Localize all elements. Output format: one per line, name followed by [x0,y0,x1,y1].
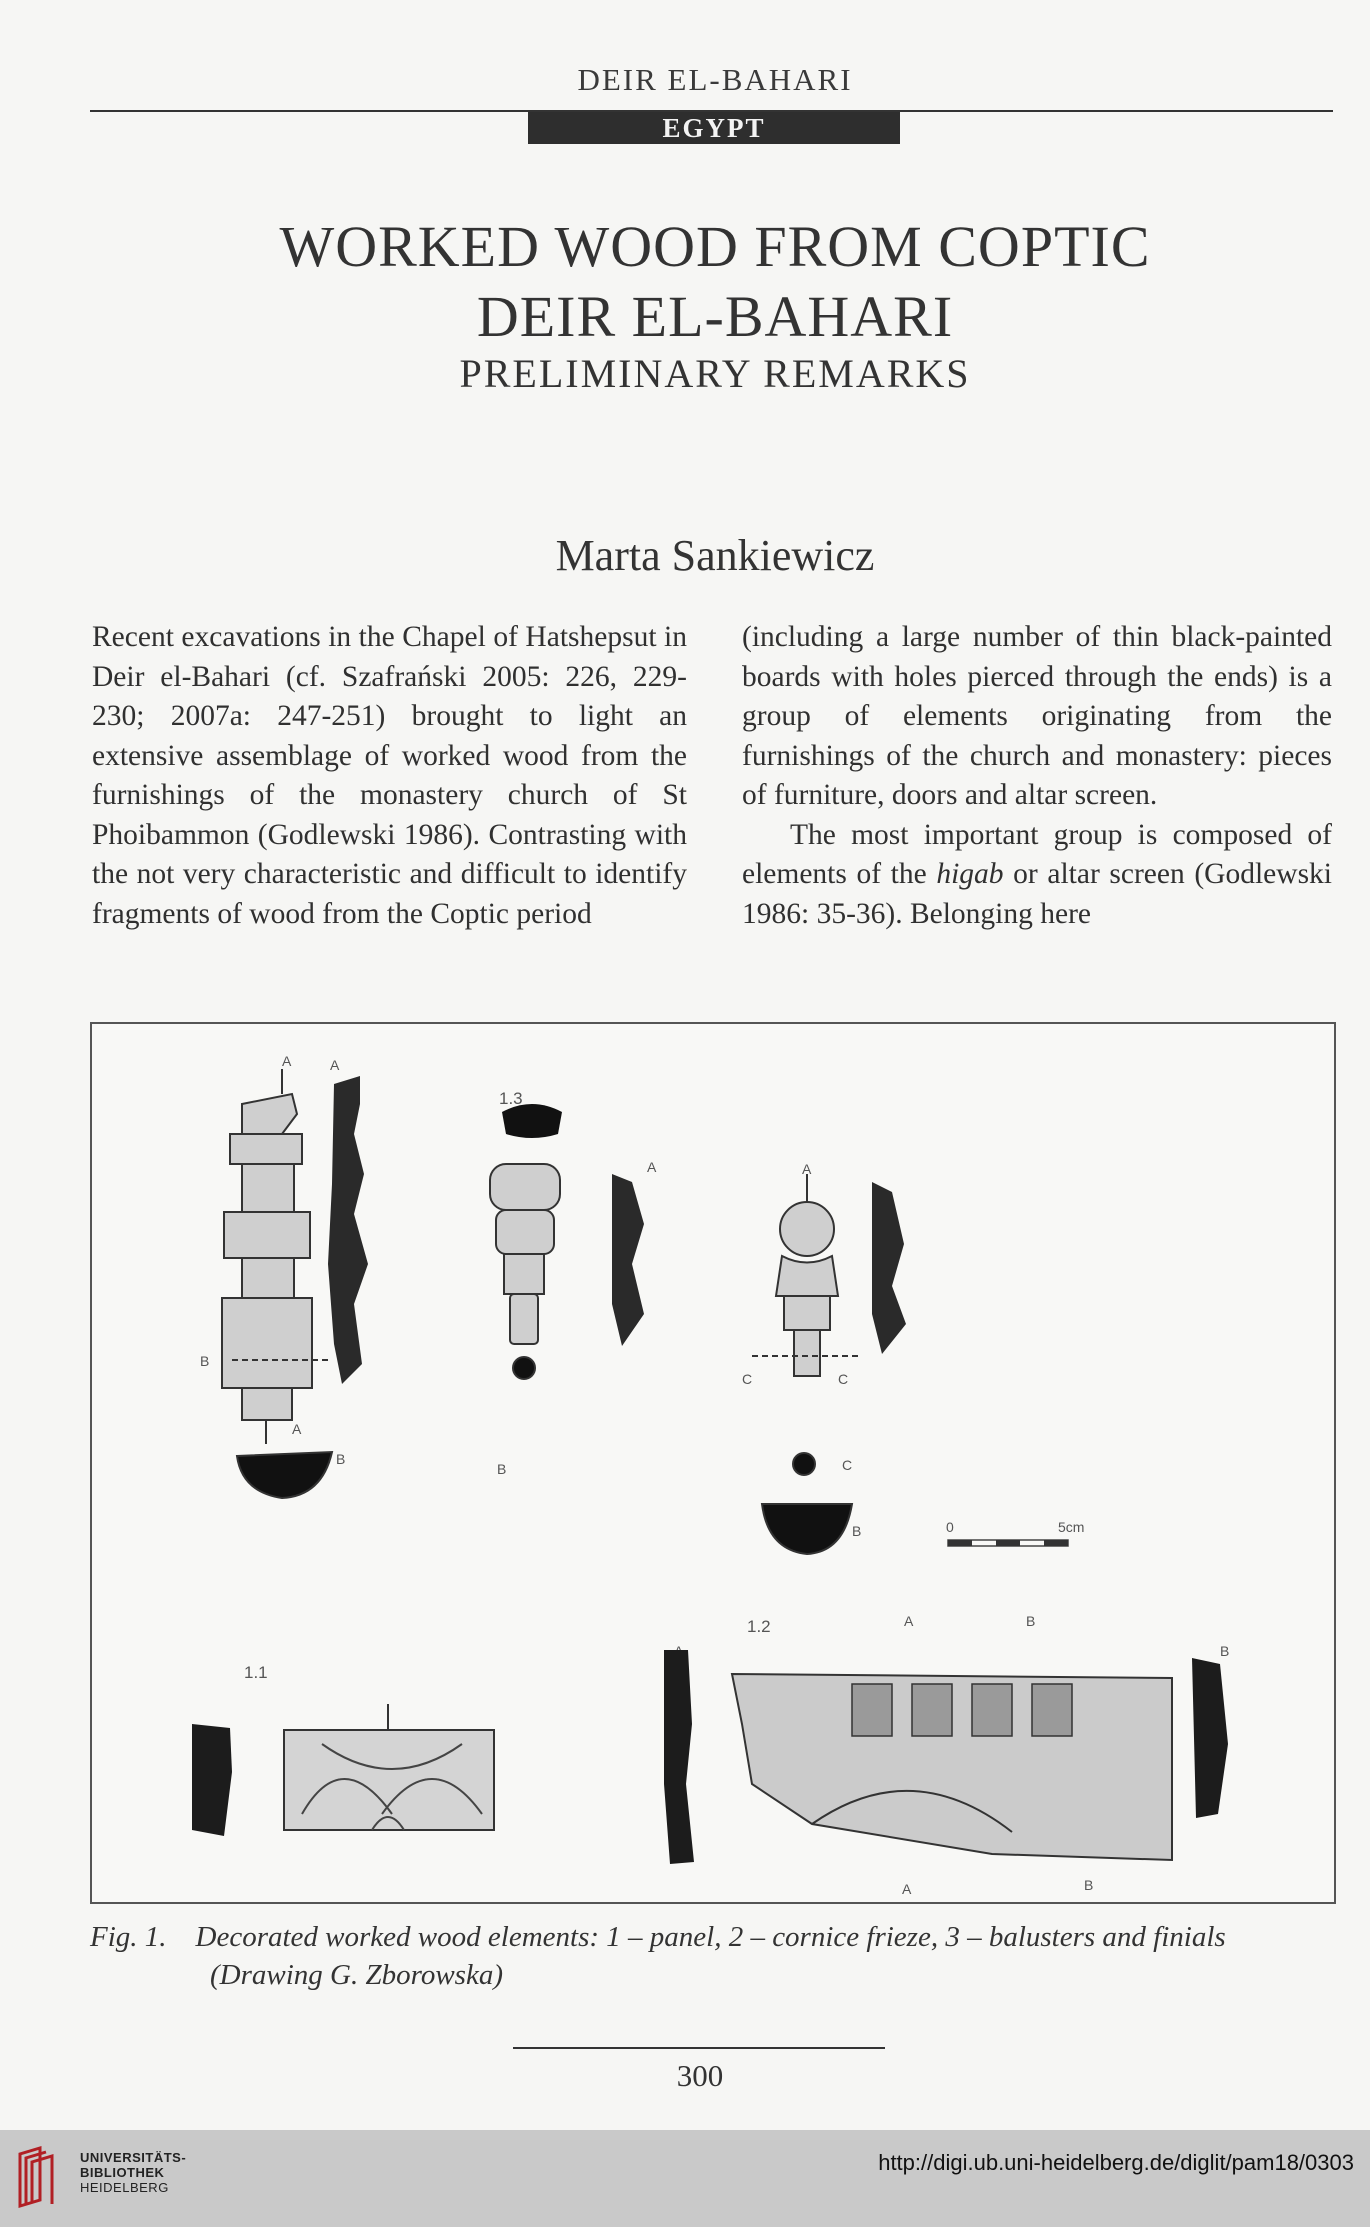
section-badge: EGYPT [528,112,900,144]
library-logo-icon [14,2144,64,2210]
section-letter-b: B [497,1461,507,1477]
page-number: 300 [676,2058,724,2093]
panel-drawing [192,1704,494,1836]
scale-zero: 0 [946,1519,954,1535]
baluster-profile [328,1076,368,1384]
section-letter-a: A [330,1057,340,1073]
caption-label: Fig. 1. [90,1921,167,1953]
section-letter-a: A [647,1159,657,1175]
running-head: DEIR EL-BAHARI [577,62,853,97]
paragraph-1-continued: (including a large number of thin black-painted boards with holes pierced through the ends) is a group of elements originating from the furnishings of the church and monastery: pieces of furniture, doors and altar screen. [742,621,1332,811]
higab-term: higab [936,858,1004,890]
section-letter-c: C [742,1371,753,1387]
text-column-left [92,618,687,934]
finial-drawing [490,1104,562,1379]
section-letter-b: B [852,1523,862,1539]
baluster-drawing [222,1069,332,1498]
section-letter-c: C [838,1371,849,1387]
caption-text: Decorated worked wood elements: 1 – panel, 2 – cornice frieze, 3 – balusters and finials [195,1921,1226,1953]
finial-profile [872,1182,906,1354]
section-letter-a: A [902,1881,912,1897]
title-line-2: DEIR EL-BAHARI [476,284,954,349]
label-1-2: 1.2 [747,1617,771,1636]
library-name: UNIVERSITÄTS- BIBLIOTHEK HEIDELBERG [80,2150,187,2195]
cornice-frieze-drawing [664,1650,1228,1864]
section-letter-a: A [904,1613,914,1629]
author-name: Marta Sankiewicz [555,531,875,580]
text-column-right [742,618,1332,934]
finial-drawing [752,1174,862,1554]
label-1-3: 1.3 [499,1089,523,1108]
label-1-1: 1.1 [244,1663,268,1682]
finial-profile [612,1174,644,1346]
caption-credit: (Drawing G. Zborowska) [210,1959,503,1991]
source-url-link[interactable]: http://digi.ub.uni-heidelberg.de/diglit/pam18/0303 [878,2150,1354,2175]
figure-drawing [90,1022,1336,1904]
section-letter-c: C [842,1457,853,1473]
paragraph-1: Recent excavations in the Chapel of Hatshepsut in Deir el-Bahari (cf. Szafrański 2005: 226, 229-230; 2007a: 247-251) brought to light an extensive assemblage of worked wood from the furnishings of the monastery church of St Phoibammon (Godlewski 1986). Contrasting with the not very characteristic and difficult to identify fragments of wood from the Coptic period [92,621,687,930]
article-subtitle: PRELIMINARY REMARKS [459,351,971,396]
title-line-1: WORKED WOOD FROM COPTIC [279,214,1151,279]
section-letter-a: A [282,1053,292,1069]
section-letter-b: B [200,1353,210,1369]
section-letter-b: B [1084,1877,1094,1893]
section-letter-b: B [1220,1643,1230,1659]
article-title [0,212,1370,352]
section-letter-b: B [336,1451,346,1467]
section-letter-a: A [292,1421,302,1437]
section-letter-a: A [802,1161,812,1177]
figure-caption [90,1918,1335,1994]
wood-elements-drawing [92,1024,1334,1902]
scale-unit: 5cm [1058,1519,1085,1535]
page-number-rule [513,2047,885,2049]
scale-bar [948,1540,1068,1546]
footer-bar [0,2130,1370,2227]
paragraph-2: The most important group is composed of elements of the higab or altar screen (Godlewski 1986: 35-36). Belonging here [742,818,1332,930]
section-letter-b: B [1026,1613,1036,1629]
